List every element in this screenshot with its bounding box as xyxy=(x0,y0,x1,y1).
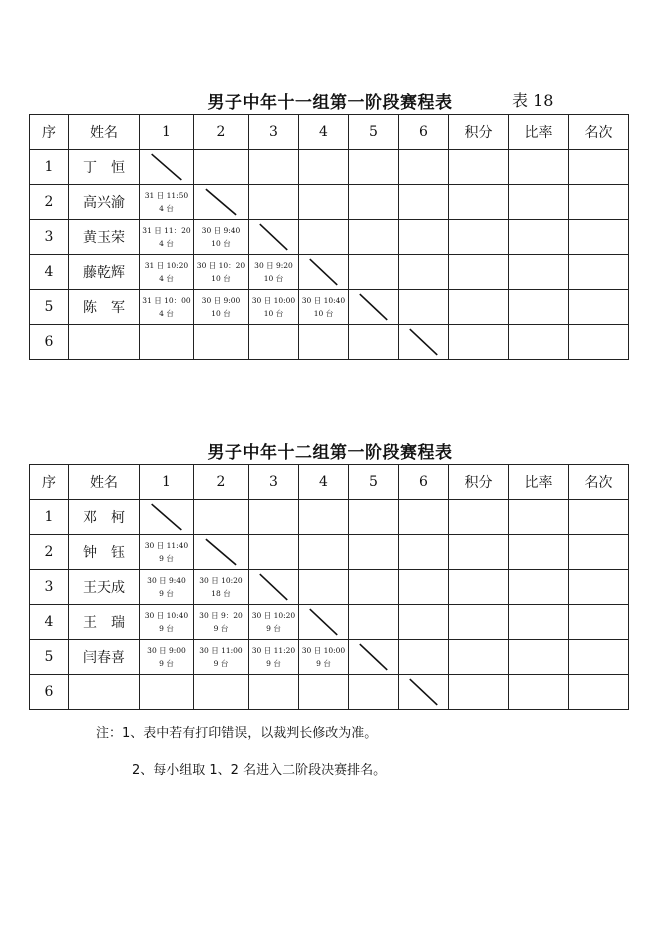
match-table: 9 台 xyxy=(213,659,229,668)
row-number: 5 xyxy=(30,640,69,675)
table-row xyxy=(30,150,629,185)
player-name xyxy=(69,675,140,710)
empty-cell xyxy=(349,535,399,570)
diagonal-slash-icon xyxy=(299,605,348,639)
empty-cell xyxy=(249,150,299,185)
empty-cell xyxy=(140,675,194,710)
points-cell xyxy=(449,535,509,570)
diagonal-cell xyxy=(249,220,299,255)
rank-cell xyxy=(569,535,629,570)
match-table: 9 台 xyxy=(266,659,281,668)
match-time: 30 日 9：20 xyxy=(199,611,243,620)
empty-cell xyxy=(399,570,449,605)
diagonal-cell xyxy=(194,535,249,570)
table-row xyxy=(30,290,629,325)
empty-cell xyxy=(349,570,399,605)
header-cell: 比率 xyxy=(509,115,569,150)
row-number: 2 xyxy=(30,185,69,220)
header-cell: 1 xyxy=(140,115,194,150)
header-cell: 序 xyxy=(30,115,69,150)
match-time: 30 日 10:00 xyxy=(251,296,296,305)
row-number: 3 xyxy=(30,570,69,605)
empty-cell xyxy=(349,255,399,290)
empty-cell xyxy=(349,325,399,360)
empty-cell xyxy=(299,185,349,220)
rank-cell xyxy=(569,150,629,185)
match-table: 9 台 xyxy=(159,624,174,633)
match-cell xyxy=(194,605,249,640)
table-number: 表 18 xyxy=(512,91,554,110)
header-cell: 3 xyxy=(249,115,299,150)
match-table: 10 台 xyxy=(263,309,284,318)
table-row xyxy=(30,570,629,605)
empty-cell xyxy=(399,220,449,255)
match-cell xyxy=(140,290,194,325)
match-table: 9 台 xyxy=(213,624,229,633)
empty-cell xyxy=(349,185,399,220)
empty-cell xyxy=(349,150,399,185)
player-name: 陈 军 xyxy=(69,290,140,325)
header-cell: 6 xyxy=(399,465,449,500)
empty-cell xyxy=(299,675,349,710)
header-cell: 2 xyxy=(194,115,249,150)
header-cell: 4 xyxy=(299,115,349,150)
match-cell xyxy=(299,290,349,325)
table-row xyxy=(30,640,629,675)
schedule-table-11 xyxy=(29,114,629,360)
table-row xyxy=(30,500,629,535)
header-cell: 名次 xyxy=(569,115,629,150)
rank-cell xyxy=(569,570,629,605)
diagonal-slash-icon xyxy=(140,150,193,184)
match-time: 31 日 10：00 xyxy=(142,296,191,305)
row-number: 4 xyxy=(30,605,69,640)
diagonal-cell xyxy=(299,255,349,290)
rank-cell xyxy=(569,220,629,255)
diagonal-cell xyxy=(349,290,399,325)
diagonal-cell xyxy=(299,605,349,640)
diagonal-slash-icon xyxy=(399,325,448,359)
match-time: 30 日 11:00 xyxy=(199,646,243,655)
header-cell: 6 xyxy=(399,115,449,150)
ratio-cell xyxy=(509,640,569,675)
empty-cell xyxy=(194,325,249,360)
empty-cell xyxy=(399,255,449,290)
match-table: 10 台 xyxy=(263,274,284,283)
rank-cell xyxy=(569,255,629,290)
empty-cell xyxy=(299,570,349,605)
row-number: 4 xyxy=(30,255,69,290)
ratio-cell xyxy=(509,150,569,185)
header-cell: 4 xyxy=(299,465,349,500)
match-time: 30 日 10:40 xyxy=(144,611,189,620)
ratio-cell xyxy=(509,500,569,535)
match-cell xyxy=(194,220,249,255)
rank-cell xyxy=(569,290,629,325)
header-cell: 3 xyxy=(249,465,299,500)
notes xyxy=(96,722,386,796)
empty-cell xyxy=(299,500,349,535)
header-cell: 名次 xyxy=(569,465,629,500)
row-number: 2 xyxy=(30,535,69,570)
diagonal-slash-icon xyxy=(194,185,248,219)
player-name: 王 瑞 xyxy=(69,605,140,640)
empty-cell xyxy=(399,640,449,675)
match-table: 18 台 xyxy=(211,589,231,598)
empty-cell xyxy=(249,535,299,570)
rank-cell xyxy=(569,605,629,640)
match-time: 30 日 11:40 xyxy=(144,541,189,550)
match-cell xyxy=(140,220,194,255)
empty-cell xyxy=(399,290,449,325)
empty-cell xyxy=(194,150,249,185)
points-cell xyxy=(449,220,509,255)
match-time: 30 日 10:20 xyxy=(251,611,296,620)
match-table: 9 台 xyxy=(159,589,174,598)
match-time: 30 日 10:00 xyxy=(301,646,346,655)
table-row xyxy=(30,325,629,360)
diagonal-cell xyxy=(399,325,449,360)
table1-title: 男子中年十一组第一阶段赛程表 xyxy=(207,93,453,113)
header-cell: 积分 xyxy=(449,465,509,500)
points-cell xyxy=(449,500,509,535)
empty-cell xyxy=(140,325,194,360)
row-number: 1 xyxy=(30,150,69,185)
empty-cell xyxy=(249,500,299,535)
row-number: 1 xyxy=(30,500,69,535)
player-name: 钟 钰 xyxy=(69,535,140,570)
empty-cell xyxy=(399,185,449,220)
player-name: 高兴渝 xyxy=(69,185,140,220)
match-time: 30 日 9:00 xyxy=(147,646,186,655)
empty-cell xyxy=(194,500,249,535)
ratio-cell xyxy=(509,185,569,220)
match-cell xyxy=(249,290,299,325)
row-number: 5 xyxy=(30,290,69,325)
match-cell xyxy=(194,255,249,290)
row-number: 6 xyxy=(30,325,69,360)
ratio-cell xyxy=(509,570,569,605)
diagonal-cell xyxy=(194,185,249,220)
schedule-table-12 xyxy=(29,464,629,710)
match-time: 31 日 11:50 xyxy=(144,191,189,200)
diagonal-cell xyxy=(349,640,399,675)
header-cell: 姓名 xyxy=(69,115,140,150)
ratio-cell xyxy=(509,605,569,640)
empty-cell xyxy=(349,605,399,640)
diagonal-cell xyxy=(249,570,299,605)
match-time: 30 日 9:20 xyxy=(254,261,293,270)
points-cell xyxy=(449,675,509,710)
table-row xyxy=(30,535,629,570)
header-cell: 比率 xyxy=(509,465,569,500)
diagonal-cell xyxy=(399,675,449,710)
points-cell xyxy=(449,570,509,605)
row-number: 6 xyxy=(30,675,69,710)
table-row xyxy=(30,255,629,290)
match-time: 30 日 10：20 xyxy=(196,261,246,270)
rank-cell xyxy=(569,325,629,360)
diagonal-slash-icon xyxy=(349,290,398,324)
match-cell xyxy=(140,640,194,675)
match-time: 30 日 10:20 xyxy=(199,576,243,585)
rank-cell xyxy=(569,675,629,710)
empty-cell xyxy=(299,150,349,185)
match-cell xyxy=(194,290,249,325)
empty-cell xyxy=(249,675,299,710)
rank-cell xyxy=(569,185,629,220)
note-line-2: 2、每小组取 1、2 名进入二阶段决赛排名。 xyxy=(132,763,387,778)
empty-cell xyxy=(399,535,449,570)
points-cell xyxy=(449,150,509,185)
diagonal-cell xyxy=(140,500,194,535)
match-table: 9 台 xyxy=(316,659,331,668)
rank-cell xyxy=(569,640,629,675)
match-cell xyxy=(140,570,194,605)
diagonal-slash-icon xyxy=(299,255,348,289)
match-time: 30 日 9:00 xyxy=(201,296,241,305)
header-cell: 姓名 xyxy=(69,465,140,500)
points-cell xyxy=(449,640,509,675)
table-row xyxy=(30,675,629,710)
match-time: 30 日 10:40 xyxy=(301,296,346,305)
match-table: 4 台 xyxy=(159,309,174,318)
ratio-cell xyxy=(509,290,569,325)
header-cell: 1 xyxy=(140,465,194,500)
empty-cell xyxy=(399,500,449,535)
table-row xyxy=(30,185,629,220)
empty-cell xyxy=(399,150,449,185)
match-cell xyxy=(299,640,349,675)
match-cell xyxy=(140,255,194,290)
diagonal-slash-icon xyxy=(194,535,248,569)
match-table: 10 台 xyxy=(211,274,231,283)
match-cell xyxy=(194,640,249,675)
points-cell xyxy=(449,185,509,220)
match-table: 9 台 xyxy=(159,554,174,563)
points-cell xyxy=(449,605,509,640)
empty-cell xyxy=(299,325,349,360)
empty-cell xyxy=(249,325,299,360)
empty-cell xyxy=(349,675,399,710)
header-cell: 2 xyxy=(194,465,249,500)
empty-cell xyxy=(299,535,349,570)
table2-title: 男子中年十二组第一阶段赛程表 xyxy=(207,443,453,463)
rank-cell xyxy=(569,500,629,535)
points-cell xyxy=(449,290,509,325)
row-number: 3 xyxy=(30,220,69,255)
player-name: 黄玉荣 xyxy=(69,220,140,255)
player-name: 邓 柯 xyxy=(69,500,140,535)
match-table: 10 台 xyxy=(313,309,334,318)
note-line-1: 注：1、表中若有打印错误，以裁判长修改为准。 xyxy=(96,726,378,741)
header-cell: 5 xyxy=(349,465,399,500)
diagonal-slash-icon xyxy=(399,675,448,709)
match-cell xyxy=(249,640,299,675)
match-table: 9 台 xyxy=(159,659,174,668)
header-row xyxy=(30,115,629,150)
ratio-cell xyxy=(509,220,569,255)
match-cell xyxy=(249,605,299,640)
match-cell xyxy=(140,605,194,640)
match-time: 31 日 10:20 xyxy=(144,261,189,270)
ratio-cell xyxy=(509,255,569,290)
empty-cell xyxy=(249,185,299,220)
empty-cell xyxy=(299,220,349,255)
match-table: 4 台 xyxy=(159,239,174,248)
points-cell xyxy=(449,325,509,360)
empty-cell xyxy=(399,605,449,640)
match-cell xyxy=(194,570,249,605)
match-table: 4 台 xyxy=(159,204,174,213)
player-name: 王天成 xyxy=(69,570,140,605)
player-name: 闫春喜 xyxy=(69,640,140,675)
player-name: 丁 恒 xyxy=(69,150,140,185)
match-cell xyxy=(140,185,194,220)
diagonal-slash-icon xyxy=(349,640,398,674)
diagonal-slash-icon xyxy=(140,500,193,534)
diagonal-slash-icon xyxy=(249,570,298,604)
ratio-cell xyxy=(509,325,569,360)
diagonal-slash-icon xyxy=(249,220,298,254)
match-time: 30 日 9:40 xyxy=(201,226,241,235)
match-time: 31 日 11：20 xyxy=(142,226,191,235)
ratio-cell xyxy=(509,535,569,570)
header-cell: 5 xyxy=(349,115,399,150)
empty-cell xyxy=(194,675,249,710)
match-table: 10 台 xyxy=(211,309,231,318)
match-cell xyxy=(249,255,299,290)
empty-cell xyxy=(349,220,399,255)
player-name: 藤乾辉 xyxy=(69,255,140,290)
match-table: 4 台 xyxy=(159,274,174,283)
match-table: 9 台 xyxy=(266,624,281,633)
match-cell xyxy=(140,535,194,570)
header-row xyxy=(30,465,629,500)
match-time: 30 日 11:20 xyxy=(251,646,296,655)
table-row xyxy=(30,605,629,640)
player-name xyxy=(69,325,140,360)
header-cell: 序 xyxy=(30,465,69,500)
points-cell xyxy=(449,255,509,290)
table-row xyxy=(30,220,629,255)
match-table: 10 台 xyxy=(211,239,231,248)
header-cell: 积分 xyxy=(449,115,509,150)
diagonal-cell xyxy=(140,150,194,185)
empty-cell xyxy=(349,500,399,535)
ratio-cell xyxy=(509,675,569,710)
match-time: 30 日 9:40 xyxy=(147,576,186,585)
